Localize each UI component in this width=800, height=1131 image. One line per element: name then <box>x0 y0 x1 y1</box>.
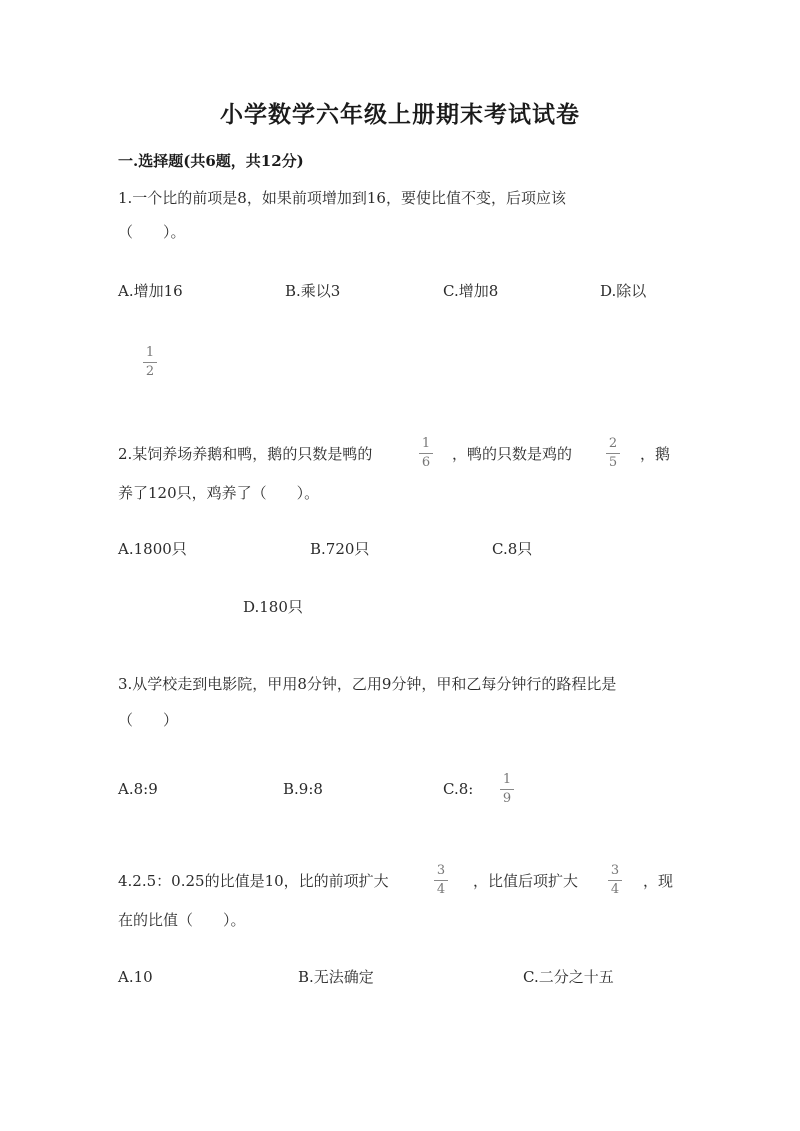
question-2-fraction-1 <box>419 437 433 470</box>
question-3-line-2: （ ） <box>118 711 179 729</box>
question-1-line-2: （ ）。 <box>118 223 186 241</box>
question-3-line-1: 3.从学校走到电影院，甲用8分钟，乙用9分钟，甲和乙每分钟行的路程比是 <box>118 675 617 693</box>
question-1-option-b[interactable]: B.乘以3 <box>285 282 341 300</box>
page-title: 小学数学六年级上册期末考试试卷 <box>220 101 580 128</box>
question-2-fraction-2 <box>606 437 620 470</box>
fraction-denominator: 4 <box>610 882 620 897</box>
section-heading: 一.选择题(共6题，共12分) <box>118 152 304 170</box>
question-3-option-c-fraction <box>500 773 514 806</box>
fraction-denominator: 4 <box>436 882 446 897</box>
question-1-option-c[interactable]: C.增加8 <box>443 282 499 300</box>
question-3-option-a[interactable]: A.8:9 <box>118 780 158 798</box>
fraction-numerator: 1 <box>502 772 512 787</box>
question-1-option-d[interactable]: D.除以 <box>600 282 647 300</box>
fraction-denominator: 6 <box>421 455 431 470</box>
question-2-line-2: 养了120只，鸡养了（ ）。 <box>118 484 320 502</box>
question-4-line-2: 在的比值（ ）。 <box>118 911 246 929</box>
question-3-option-b[interactable]: B.9:8 <box>283 780 323 798</box>
fraction-numerator: 1 <box>145 345 155 360</box>
question-4-option-c[interactable]: C.二分之十五 <box>523 968 614 986</box>
question-2-text-part-1: 2.某饲养场养鹅和鸭，鹅的只数是鸭的 <box>118 445 373 463</box>
question-4-option-a[interactable]: A.10 <box>118 968 153 986</box>
question-2-option-a[interactable]: A.1800只 <box>118 540 187 558</box>
question-2-option-d[interactable]: D.180只 <box>243 598 303 616</box>
question-4-fraction-2 <box>608 864 622 897</box>
question-1-option-a[interactable]: A.增加16 <box>118 282 183 300</box>
fraction-bar <box>419 453 433 454</box>
fraction-bar <box>500 789 514 790</box>
question-4-text-part-3: ，现 <box>643 872 674 890</box>
question-1-option-d-fraction <box>143 346 157 379</box>
fraction-bar <box>606 453 620 454</box>
fraction-bar <box>608 880 622 881</box>
fraction-numerator: 3 <box>436 863 446 878</box>
question-4-text-part-1: 4.2.5：0.25的比值是10，比的前项扩大 <box>118 872 389 890</box>
fraction-numerator: 3 <box>610 863 620 878</box>
question-4-text-part-2: ，比值后项扩大 <box>473 872 579 890</box>
question-3-option-c[interactable]: C.8: <box>443 780 474 798</box>
fraction-denominator: 2 <box>145 364 155 379</box>
fraction-denominator: 5 <box>608 455 618 470</box>
question-4-option-b[interactable]: B.无法确定 <box>298 968 374 986</box>
question-4-fraction-1 <box>434 864 448 897</box>
fraction-bar <box>434 880 448 881</box>
question-2-text-part-3: ，鹅 <box>640 445 671 463</box>
fraction-denominator: 9 <box>502 791 512 806</box>
question-2-option-b[interactable]: B.720只 <box>310 540 370 558</box>
fraction-numerator: 1 <box>421 436 431 451</box>
fraction-bar <box>143 362 157 363</box>
question-2-option-c[interactable]: C.8只 <box>492 540 533 558</box>
fraction-numerator: 2 <box>608 436 618 451</box>
question-1-line-1: 1.一个比的前项是8，如果前项增加到16，要使比值不变，后项应该 <box>118 189 566 207</box>
question-2-text-part-2: ，鸭的只数是鸡的 <box>452 445 573 463</box>
